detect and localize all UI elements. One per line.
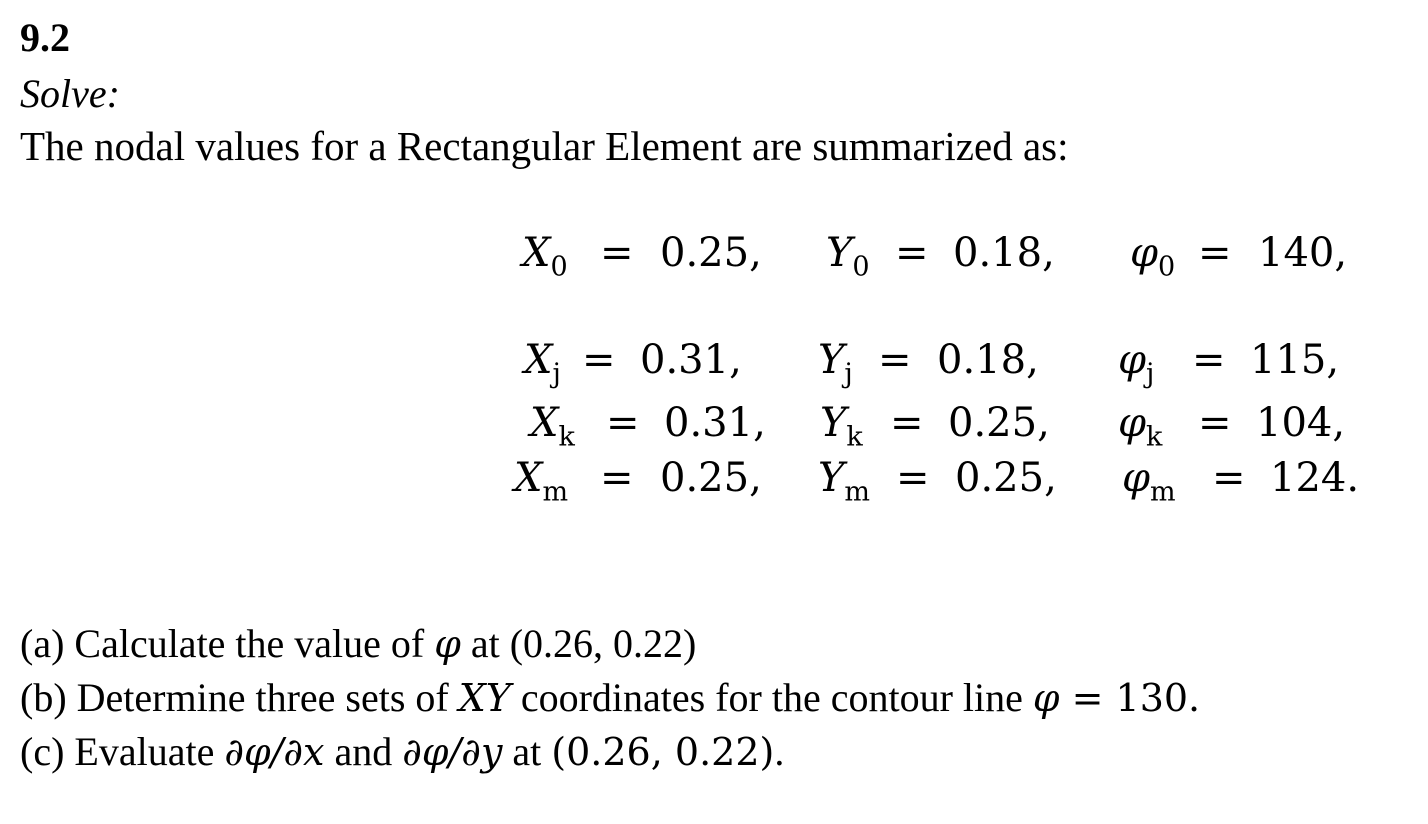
intro-text: The nodal values for a Rectangular Element are summarized as:	[20, 123, 1069, 169]
ym-equals: =	[896, 455, 930, 501]
xj-equals: =	[582, 337, 616, 383]
xj-value: 0.31,	[640, 337, 742, 383]
phi0-symbol: $\varphi_0$	[1130, 230, 1176, 283]
yj-equals: =	[878, 337, 912, 383]
xm-symbol: $X_m$	[514, 455, 569, 508]
question-b-value: 130.	[1115, 676, 1201, 720]
x0-value: 0.25,	[660, 230, 762, 276]
question-c-end: .	[774, 729, 785, 774]
question-c	[20, 728, 784, 775]
question-a-suffix: at (0.26, 0.22)	[460, 621, 697, 666]
question-b	[20, 674, 1200, 721]
xm-value: 0.25,	[660, 455, 762, 501]
phi0-equals: =	[1198, 230, 1232, 276]
x0-equals: =	[600, 230, 634, 276]
question-c-dphi-dy: ∂φ/∂y	[402, 730, 503, 774]
xk-symbol: $X_k$	[530, 400, 575, 453]
phij-symbol: $\varphi_j$	[1118, 337, 1155, 390]
xm-equals: =	[600, 455, 634, 501]
xk-equals: =	[606, 400, 640, 446]
question-b-middle: coordinates for the contour line	[510, 675, 1033, 720]
question-b-equals: =	[1059, 676, 1116, 720]
yk-symbol: $Y_k$	[820, 400, 863, 453]
phim-equals: =	[1212, 455, 1246, 501]
y0-equals: =	[895, 230, 929, 276]
phim-symbol: $\varphi_m$	[1122, 455, 1176, 508]
ym-value: 0.25,	[955, 455, 1057, 501]
y0-value: 0.18,	[953, 230, 1055, 276]
yj-symbol: $Y_j$	[818, 337, 853, 390]
question-a	[20, 620, 696, 667]
yk-equals: =	[890, 400, 924, 446]
ym-symbol: $Y_m$	[818, 455, 871, 508]
question-c-at: at	[502, 729, 552, 774]
phij-value: 115,	[1250, 337, 1340, 383]
solve-label: Solve:	[20, 71, 120, 116]
problem-number: 9.2	[20, 15, 70, 60]
phim-value: 124.	[1270, 455, 1360, 501]
phik-value: 104,	[1256, 400, 1346, 446]
phij-equals: =	[1192, 337, 1226, 383]
x0-symbol: $X_0$	[522, 230, 568, 283]
question-b-phi: φ	[1032, 676, 1060, 720]
xk-value: 0.31,	[664, 400, 766, 446]
question-a-prefix: (a) Calculate the value of	[20, 621, 435, 666]
question-a-phi: φ	[434, 622, 461, 666]
question-c-dphi-dx: ∂φ/∂x	[224, 730, 325, 774]
yj-value: 0.18,	[937, 337, 1039, 383]
question-c-point: (0.26, 0.22)	[551, 730, 775, 774]
yk-value: 0.25,	[948, 400, 1050, 446]
phik-equals: =	[1198, 400, 1232, 446]
question-b-prefix: (b) Determine three sets of	[20, 675, 459, 720]
question-b-xy: XY	[458, 676, 511, 720]
xj-symbol: $X_j$	[524, 337, 561, 390]
question-c-and: and	[324, 729, 403, 774]
y0-symbol: $Y_0$	[826, 230, 870, 283]
phik-symbol: $\varphi_k$	[1118, 400, 1163, 453]
phi0-value: 140,	[1258, 230, 1348, 276]
question-c-prefix: (c) Evaluate	[20, 729, 225, 774]
